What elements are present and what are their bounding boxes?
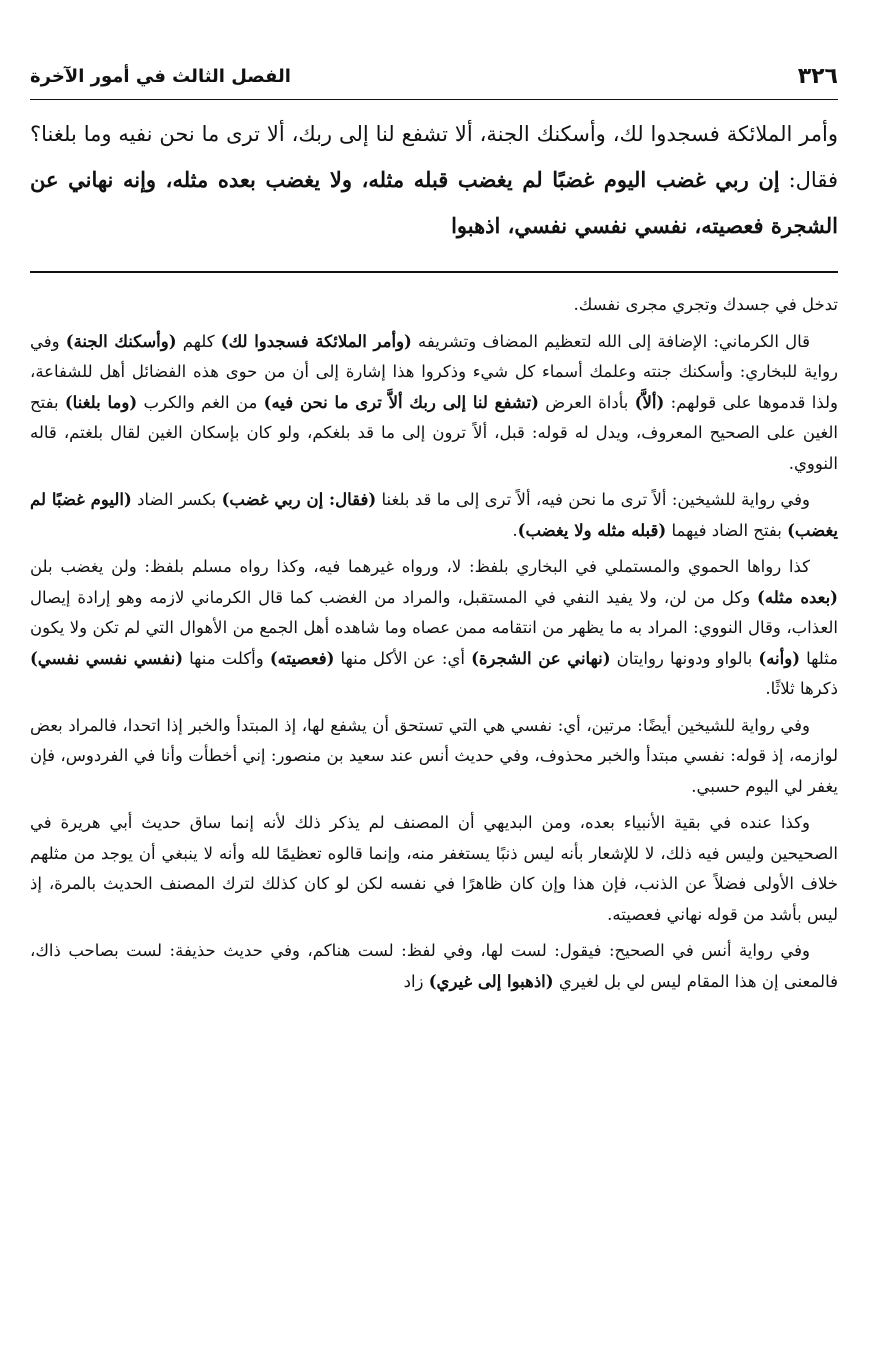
commentary-text: ذكرها ثلاثًا. [765,679,838,698]
page-header [30,58,838,94]
commentary-text: من الغم والكرب [137,392,264,412]
commentary-text: وكل من لن، ولا يفيد النفي في المستقبل، والمراد من الغضب كما قال الكرماني لازمه وهو إرادة إيصال العذاب، وقال النووي: المراد به ما يظهر من انتقامه ممن عصاه وما شاهده أهل الجمع من الأهوال التي لم تكن ولا يكون مثلها [30,587,838,668]
commentary-paragraph [30,485,838,546]
commentary-paragraph [30,808,838,930]
quoted-phrase: (اليوم غضبًا لم يغضب) [30,490,838,540]
quoted-phrase: (ألاَّ) [634,392,665,412]
commentary-text: زاد [403,971,429,991]
commentary-text: بالواو ودونها روايتان [610,648,759,668]
commentary [30,290,838,997]
commentary-paragraph [30,552,838,705]
commentary-paragraph [30,327,838,480]
commentary-text: كذا رواها الحموي والمستملي في البخاري بلفظ: لا، ورواه غيرهما فيه، وكذا رواه مسلم بلفظ: ولن يغضب بلن [30,557,810,576]
quoted-phrase: (فقال: إن ربي غضب) [221,490,377,509]
commentary-text: وأكلت منها [183,648,270,668]
commentary-text: بأداة العرض [538,392,635,412]
commentary-text: وفي رواية للشيخين: ألاً ترى ما نحن فيه، ألاً ترى إلى ما قد بلغنا [376,490,811,509]
commentary-text: تدخل في جسدك وتجري مجرى نفسك. [573,295,838,314]
hadith-text [30,112,838,249]
commentary-text: بكسر الضاد [131,490,222,509]
quoted-phrase: (نفسي نفسي نفسي) [30,648,184,668]
quoted-phrase: (تشفع لنا إلى ربك ألاَّ ترى ما نحن فيه) [263,392,539,412]
quoted-phrase: (فعصيته) [269,648,335,668]
quoted-phrase: (قبله مثله ولا يغضب) [517,520,667,540]
text-commentary-divider [30,271,838,273]
commentary-paragraph [30,290,838,321]
quoted-phrase: (وأسكنك الجنة) [65,331,177,351]
commentary-paragraph [30,936,838,997]
commentary-text: وفي رواية أنس في الصحيح: فيقول: لست لها، وفي لفظ: لست هناكم، وفي حديث حذيفة: لست بصاحب ذاك، فالمعنى إن هذا المقام ليس لي بل لغيري [30,941,838,991]
commentary-text: . [512,520,518,540]
commentary-text: قال الكرماني: الإضافة إلى الله لتعظيم المضاف وتشريفه [411,331,810,351]
commentary-text: بفتح الغين على الصحيح المعروف، ويدل له قوله: قبل، ألاً ترون إلى ما قد بلغكم، ولو كان بإسكان الغين لقال بلغتم، قاله النووي. [30,392,838,473]
page-number: ٣٢٦ [797,63,838,89]
quoted-phrase: (وأنه) [758,648,800,668]
commentary-text: أي: عن الأكل منها [334,648,472,668]
quoted-phrase: (وأمر الملائكة فسجدوا لك) [220,331,412,351]
quoted-phrase: (بعده مثله) [757,587,838,607]
commentary-text: كلهم [176,331,221,351]
commentary-text: بفتح الضاد فيهما [666,520,788,540]
commentary-text: وكذا عنده في بقية الأنبياء بعده، ومن البديهي أن المصنف لم يذكر ذلك لأنه إنما ساق حديث أبي هريرة في الصحيحين وليس فيه ذلك، لا للإشعار بأنه ليس ذنبًا يستغفر منه، وإنما قالوه تعظيمًا لله وأنه لا ينبغي أن يوجد من مثلهم خلاف الأولى فضلاً عن الذنب، فإن هذا وإن كان ظاهرًا في نفسه لكن لو كان كذلك لترك المصنف الحديث بالمرة، إذ ليس بأشد من قوله نهاني فعصيته. [30,813,838,924]
quoted-phrase: (نهاني عن الشجرة) [471,648,611,668]
hadith-text-quote: إن ربي غضب اليوم غضبًا لم يغضب قبله مثله، ولا يغضب بعده مثله، وإنه نهاني عن الشجرة فعصيته، نفسي نفسي نفسي، اذهبوا [30,167,838,238]
quoted-phrase: (وما بلغنا) [64,392,138,412]
header-rule [30,99,838,100]
quoted-phrase: (اذهبوا إلى غيري) [428,971,554,991]
commentary-text: وفي رواية للشيخين أيضًا: مرتين، أي: نفسي هي التي تستحق أن يشفع لها، إذ المبتدأ والخبر إذا اتحدا، فالمراد بعض لوازمه، إذ قوله: نفسي مبتدأ والخبر محذوف، وفي حديث أنس عند سعيد بن منصور: إني أخطأت وأنا في الفردوس، فإن يغفر لي اليوم حسبي. [30,715,838,796]
commentary-text: وفي رواية للبخاري: وأسكنك جنته وعلمك أسماء كل شيء وذكروا هذا إشارة إلى أن من حوى هذه الفضائل أهل للشفاعة، ولذا قدموها على قولهم: [30,331,839,412]
hadith-text-part: وأمر الملائكة فسجدوا لك، وأسكنك الجنة، ألا تشفع لنا إلى ربك، ألا ترى ما نحن نفيه وما بلغنا؟ فقال: [30,122,838,192]
commentary-paragraph [30,711,838,803]
running-title: الفصل الثالث في أمور الآخرة [30,65,291,87]
